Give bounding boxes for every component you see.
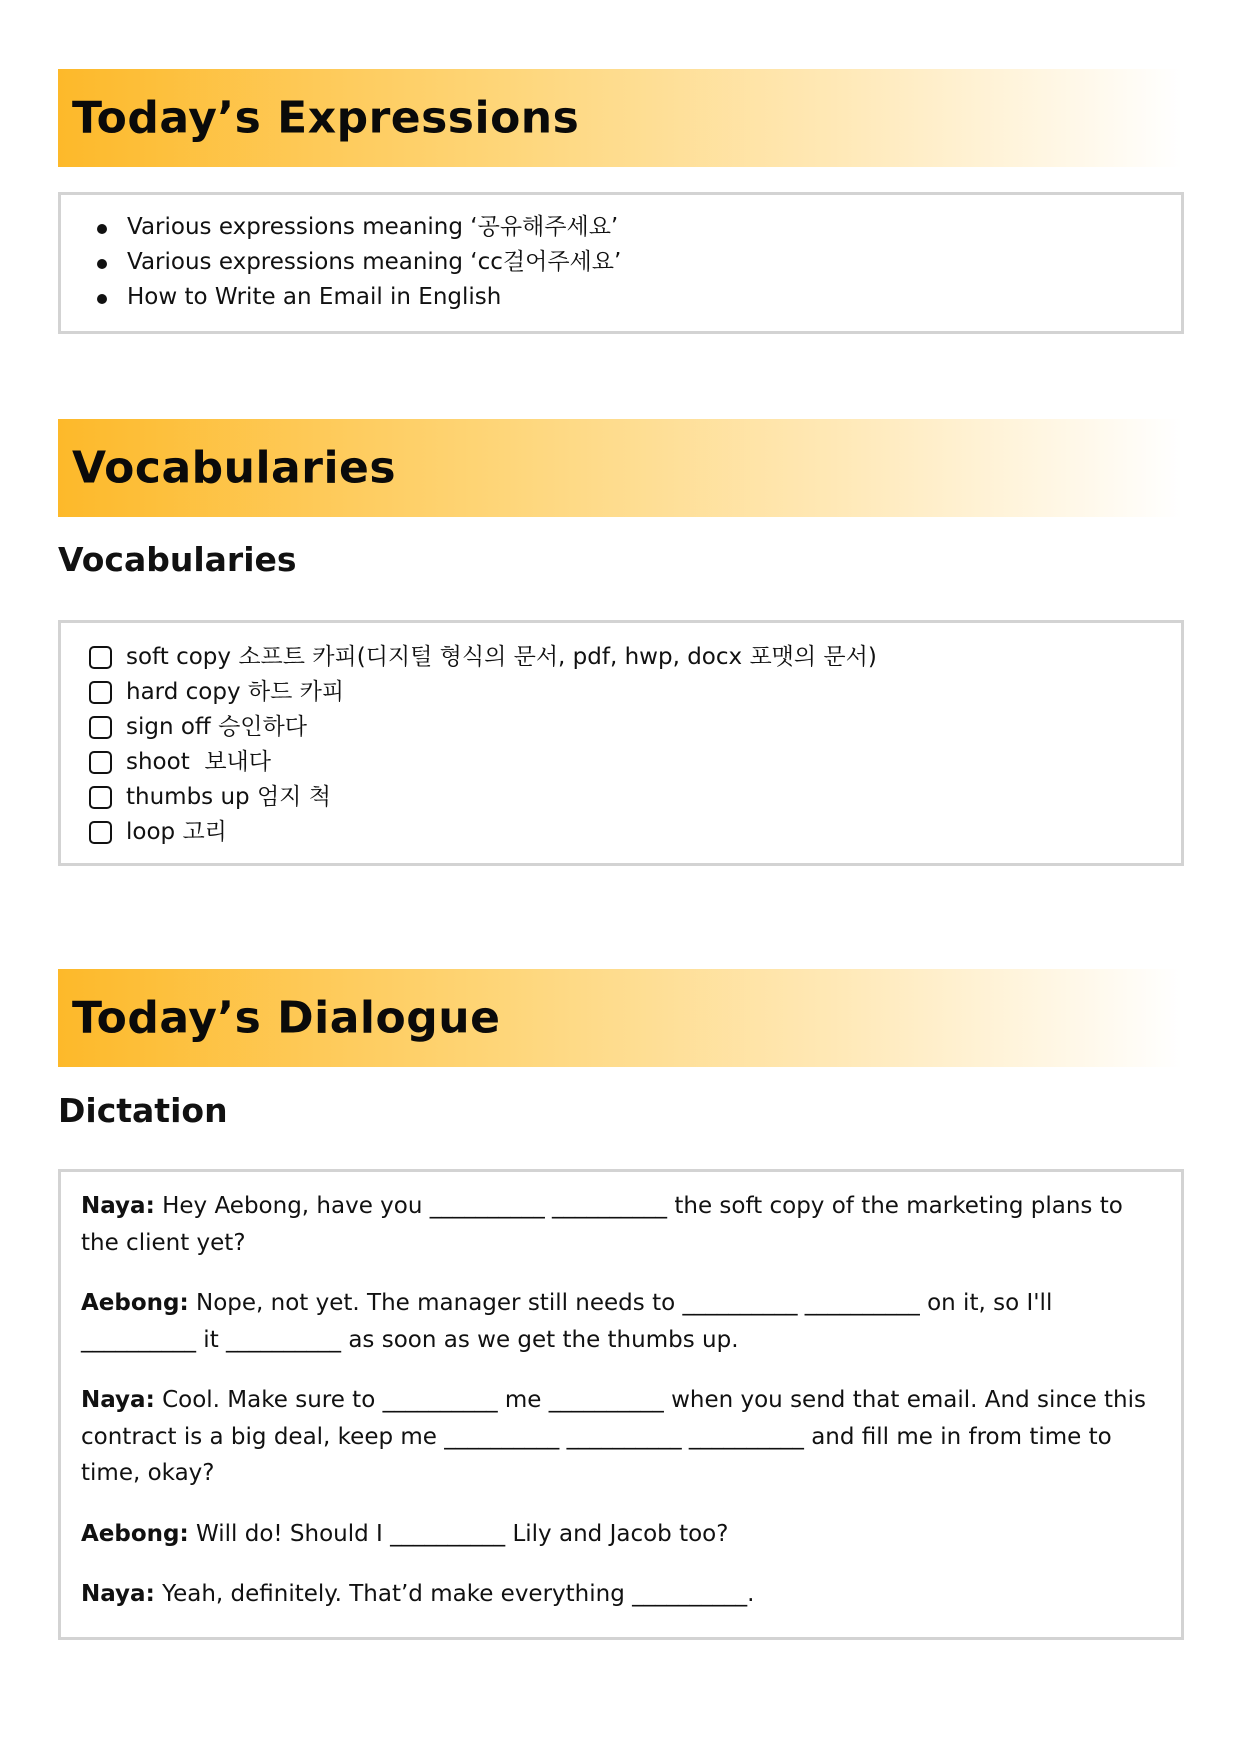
- dialogue-line: [81, 1516, 1161, 1553]
- list-item: [97, 210, 1181, 245]
- vocab-text: thumbs up 엄지 척: [126, 784, 331, 810]
- list-item: [97, 280, 1181, 315]
- checkbox[interactable]: [89, 751, 112, 774]
- item-text: How to Write an Email in English: [127, 284, 502, 310]
- item-text: Various expressions meaning ‘cc걸어주세요’: [127, 249, 622, 275]
- speaker: Naya:: [81, 1387, 155, 1413]
- checkbox[interactable]: [89, 646, 112, 669]
- vocab-text: soft copy 소프트 카피(디지털 형식의 문서, pdf, hwp, docx 포맷의 문서): [126, 644, 877, 670]
- checkbox[interactable]: [89, 716, 112, 739]
- speaker: Aebong:: [81, 1290, 189, 1316]
- dialogue-line: [81, 1382, 1161, 1492]
- vocab-text: hard copy 하드 카피: [126, 679, 345, 705]
- speaker: Aebong:: [81, 1520, 189, 1547]
- vocab-item: [89, 710, 1181, 745]
- vocab-item: [89, 815, 1181, 850]
- line-text: Nope, not yet. The manager still needs to __________ __________ on it, so I'll __________ it __________ as soon as we get the thumbs up.: [81, 1290, 1053, 1353]
- speaker: Naya:: [81, 1193, 155, 1219]
- section-title: Vocabularies: [72, 442, 397, 494]
- dialogue-line: [81, 1576, 1161, 1613]
- line-text: Hey Aebong, have you __________ __________ the soft copy of the marketing plans to the client yet?: [81, 1193, 1123, 1256]
- line-text: Yeah, definitely. That’d make everything __________.: [154, 1581, 755, 1607]
- vocab-item: [89, 640, 1181, 675]
- dictation-box: [58, 1169, 1184, 1640]
- vocab-item: [89, 745, 1181, 780]
- bullet-icon: [97, 259, 107, 269]
- bullet-icon: [97, 294, 107, 304]
- vocabulary-box: [58, 620, 1184, 866]
- subheading-dictation: Dictation: [58, 1091, 228, 1130]
- section-header-expressions: [58, 69, 1182, 167]
- section-title: Today’s Expressions: [72, 92, 580, 144]
- section-header-vocabularies: [58, 419, 1182, 517]
- checkbox[interactable]: [89, 681, 112, 704]
- dialogue-line: [81, 1285, 1161, 1358]
- line-text: Cool. Make sure to __________ me __________ when you send that email. And since this contract is a big deal, keep me __________ __________ __________ and fill me in from time to time, okay?: [81, 1387, 1147, 1486]
- subheading-vocabularies: Vocabularies: [58, 540, 297, 579]
- vocab-text: loop 고리: [126, 819, 227, 845]
- list-item: [97, 245, 1181, 280]
- vocab-item: [89, 780, 1181, 815]
- dialogue-line: [81, 1188, 1161, 1261]
- vocab-text: shoot 보내다: [126, 749, 271, 775]
- line-text: Will do! Should I __________ Lily and Jacob too?: [188, 1520, 729, 1547]
- vocab-text: sign off 승인하다: [126, 714, 307, 740]
- checkbox[interactable]: [89, 821, 112, 844]
- expressions-box: [58, 192, 1184, 334]
- checkbox[interactable]: [89, 786, 112, 809]
- bullet-icon: [97, 224, 107, 234]
- section-header-dialogue: [58, 969, 1182, 1067]
- item-text: Various expressions meaning ‘공유해주세요’: [127, 214, 619, 240]
- vocab-item: [89, 675, 1181, 710]
- section-title: Today’s Dialogue: [72, 992, 501, 1044]
- speaker: Naya:: [81, 1581, 155, 1607]
